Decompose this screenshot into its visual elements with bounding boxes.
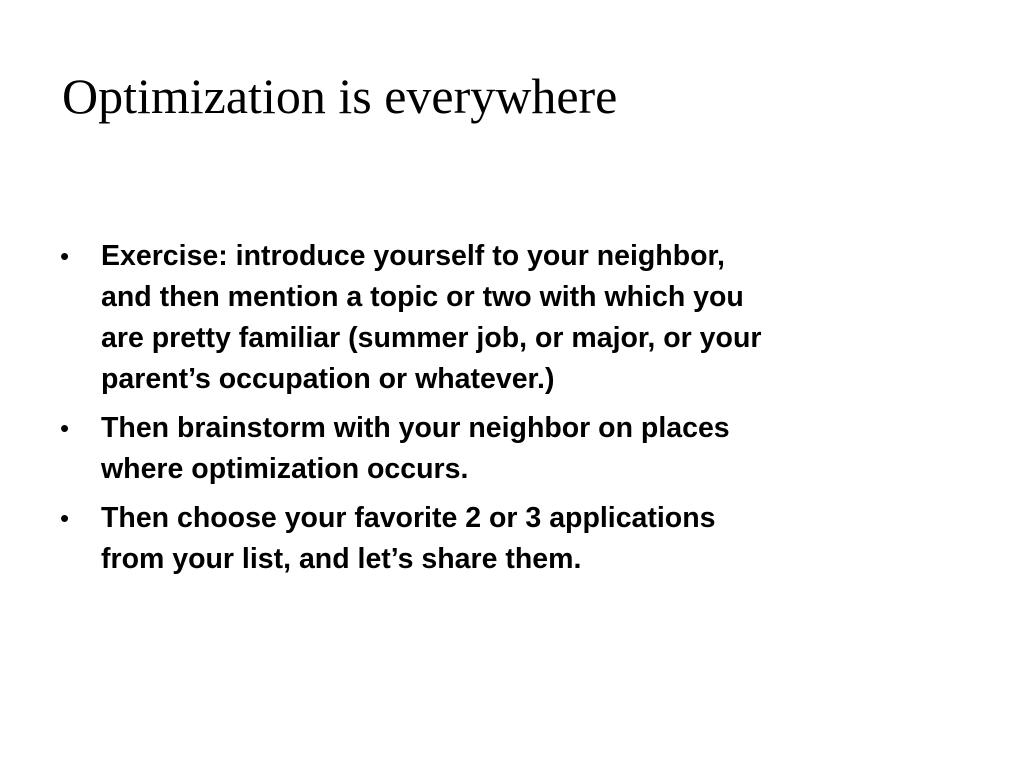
bullet-marker: •: [60, 241, 70, 271]
bullet-item-brainstorm: [60, 408, 920, 490]
bullet-marker: •: [60, 503, 70, 533]
bullet-marker: •: [60, 413, 70, 443]
bullet-text-line: are pretty familiar (summer job, or major, or your: [101, 322, 762, 354]
bullet-text-line: Then brainstorm with your neighbor on places: [101, 412, 730, 444]
bullet-text-line: Exercise: introduce yourself to your neighbor,: [101, 240, 725, 272]
bullet-text-line: Then choose your favorite 2 or 3 applications: [101, 502, 716, 534]
bullet-list: [60, 236, 920, 588]
bullet-item-share: [60, 498, 920, 580]
slide-title: Optimization is everywhere: [62, 68, 618, 124]
bullet-text-line: from your list, and let’s share them.: [101, 543, 582, 575]
bullet-text-line: parent’s occupation or whatever.): [101, 363, 555, 395]
bullet-text-line: and then mention a topic or two with which you: [101, 281, 744, 313]
bullet-text-line: where optimization occurs.: [101, 453, 469, 485]
bullet-item-exercise: [60, 236, 920, 400]
